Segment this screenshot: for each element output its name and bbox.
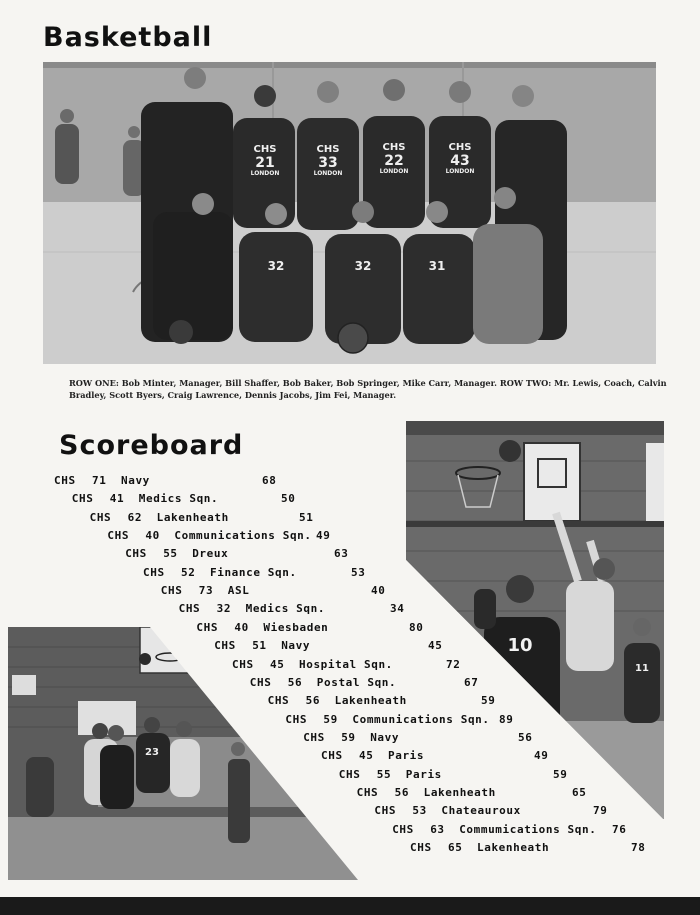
score-row xyxy=(0,474,700,490)
score-row xyxy=(0,639,700,655)
score-row xyxy=(0,768,700,784)
score-opponent: Postal Sqn. xyxy=(316,675,397,689)
jersey-text: CHS xyxy=(448,142,472,153)
scoreboard-title: Scoreboard xyxy=(59,430,244,461)
score-chs: 41 xyxy=(109,492,125,506)
score-row xyxy=(0,786,700,802)
score-opponent: Navy xyxy=(121,474,150,487)
score-team: CHS xyxy=(410,841,432,854)
score-opponent-points: 49 xyxy=(316,529,331,543)
page-bottom-rule xyxy=(0,897,700,915)
jersey-number: 33 xyxy=(318,155,338,171)
score-opponent-points: 76 xyxy=(612,822,627,836)
score-chs: 56 xyxy=(394,785,410,799)
score-chs: 71 xyxy=(92,474,107,487)
score-row xyxy=(0,547,700,563)
score-row xyxy=(0,492,700,508)
score-row xyxy=(0,823,700,839)
score-row xyxy=(0,602,700,618)
score-row xyxy=(0,621,700,637)
score-team: CHS xyxy=(338,767,361,781)
score-opponent-points: 59 xyxy=(481,694,496,708)
score-row xyxy=(0,584,700,600)
score-opponent: Communications Sqn. xyxy=(174,529,312,543)
score-chs: 55 xyxy=(163,547,178,561)
score-chs: 65 xyxy=(448,841,463,854)
score-row xyxy=(0,713,700,729)
jersey-number: 32 xyxy=(267,259,285,273)
score-opponent-points: 65 xyxy=(572,785,587,799)
score-opponent-points: 50 xyxy=(281,492,296,506)
score-opponent-points: 67 xyxy=(464,675,479,689)
score-opponent: Lakenheath xyxy=(477,841,550,854)
score-opponent-points: 79 xyxy=(593,804,608,818)
score-chs: 56 xyxy=(287,675,303,689)
score-opponent: ASL xyxy=(227,584,250,598)
score-team: CHS xyxy=(232,657,254,671)
score-team: CHS xyxy=(89,510,112,524)
jersey-sub: LONDON xyxy=(445,168,475,175)
score-chs: 59 xyxy=(341,730,356,744)
jersey-text: CHS xyxy=(253,144,277,155)
score-opponent: Medics Sqn. xyxy=(138,492,219,506)
score-opponent-points: 63 xyxy=(334,547,349,561)
jersey-number: 11 xyxy=(635,663,649,674)
score-opponent-points: 59 xyxy=(553,767,568,781)
score-opponent: Dreux xyxy=(192,547,229,561)
score-opponent-points: 51 xyxy=(299,510,314,524)
score-opponent: Hospital Sqn. xyxy=(299,657,393,671)
score-team: CHS xyxy=(285,712,308,726)
jersey-text: CHS xyxy=(382,142,406,153)
score-chs: 45 xyxy=(359,749,374,763)
score-chs: 40 xyxy=(234,620,249,634)
score-opponent: Chateauroux xyxy=(441,804,521,818)
score-team: CHS xyxy=(321,749,343,763)
score-opponent: Commumications Sqn. xyxy=(459,822,597,836)
score-team: CHS xyxy=(392,822,414,836)
score-chs: 55 xyxy=(376,767,392,781)
score-row xyxy=(0,511,700,527)
score-team: CHS xyxy=(54,474,76,487)
score-opponent: Medics Sqn. xyxy=(245,602,326,616)
jersey-number: 31 xyxy=(428,259,446,273)
score-opponent: Paris xyxy=(405,767,442,781)
score-row xyxy=(0,529,700,545)
jersey-number: 43 xyxy=(450,153,470,169)
score-chs: 63 xyxy=(430,822,445,836)
jersey-sub: LONDON xyxy=(379,168,409,175)
score-chs: 53 xyxy=(412,804,427,818)
score-chs: 51 xyxy=(252,639,267,653)
jersey-number: 22 xyxy=(384,153,404,169)
score-team: CHS xyxy=(178,602,201,616)
score-opponent: Wiesbaden xyxy=(263,620,329,634)
score-row xyxy=(0,749,700,765)
score-opponent: Lakenheath xyxy=(156,510,229,524)
score-row xyxy=(0,804,700,820)
score-team: CHS xyxy=(267,694,290,708)
score-opponent: Navy xyxy=(281,639,311,653)
score-chs: 52 xyxy=(181,565,196,579)
score-opponent-points: 45 xyxy=(428,639,443,653)
score-opponent-points: 56 xyxy=(518,730,533,744)
score-opponent-points: 53 xyxy=(351,565,366,579)
score-team: CHS xyxy=(196,620,219,634)
jersey-number: 32 xyxy=(354,259,372,273)
score-team: CHS xyxy=(249,675,272,689)
score-opponent: Paris xyxy=(388,749,425,763)
jersey-text: CHS xyxy=(316,144,340,155)
score-opponent: Finance Sqn. xyxy=(210,565,297,579)
score-opponent: Navy xyxy=(370,730,400,744)
score-opponent: Communications Sqn. xyxy=(352,712,490,726)
score-chs: 59 xyxy=(323,712,338,726)
score-opponent-points: 80 xyxy=(409,620,424,634)
jersey-number: 10 xyxy=(507,635,533,656)
score-row xyxy=(0,841,700,857)
score-chs: 32 xyxy=(216,602,232,616)
jersey-number: 21 xyxy=(255,155,275,171)
score-row xyxy=(0,676,700,692)
score-team: CHS xyxy=(214,639,236,653)
score-row xyxy=(0,731,700,747)
score-team: CHS xyxy=(143,565,165,579)
jersey-sub: LONDON xyxy=(313,170,343,177)
score-opponent-points: 89 xyxy=(499,712,514,726)
score-team: CHS xyxy=(356,785,379,799)
score-opponent-points: 34 xyxy=(390,602,405,616)
score-team: CHS xyxy=(107,529,130,543)
score-team: CHS xyxy=(303,730,325,744)
jersey-number: 23 xyxy=(145,747,159,758)
score-team: CHS xyxy=(374,804,397,818)
score-row xyxy=(0,566,700,582)
score-team: CHS xyxy=(71,492,94,506)
score-row xyxy=(0,658,700,674)
score-team: CHS xyxy=(160,584,183,598)
team-photo-caption: ROW ONE: Bob Minter, Manager, Bill Shaffer, Bob Baker, Bob Springer, Mike Carr, Manager. ROW TWO: Mr. Lewis, Coach, Calvin Bradley, Scott Byers, Craig Lawrence, Dennis Jacobs, Jim Fei, Manager. xyxy=(69,378,667,400)
jersey-sub: LONDON xyxy=(250,170,280,177)
score-team: CHS xyxy=(125,547,147,561)
score-opponent-points: 49 xyxy=(534,749,549,763)
score-opponent-points: 40 xyxy=(371,584,386,598)
score-opponent-points: 78 xyxy=(631,841,646,854)
score-opponent: Lakenheath xyxy=(334,694,407,708)
score-row xyxy=(0,694,700,710)
score-chs: 73 xyxy=(198,584,214,598)
score-opponent-points: 72 xyxy=(446,657,461,671)
page-title: Basketball xyxy=(43,22,213,53)
score-chs: 62 xyxy=(127,510,143,524)
score-opponent: Lakenheath xyxy=(423,785,496,799)
score-opponent-points: 68 xyxy=(262,474,277,487)
score-chs: 40 xyxy=(145,529,160,543)
score-chs: 56 xyxy=(305,694,321,708)
score-chs: 45 xyxy=(270,657,285,671)
